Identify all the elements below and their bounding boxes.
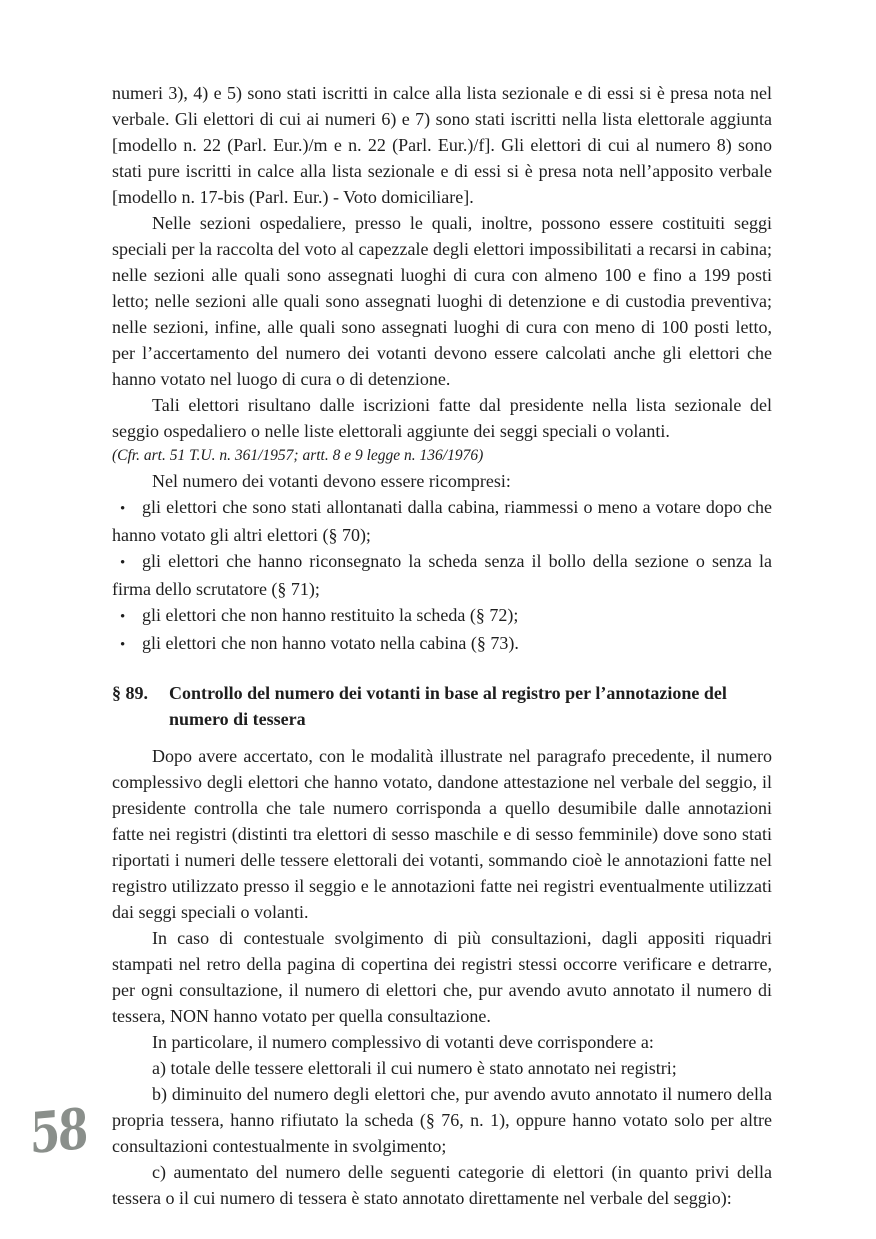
list-item (112, 602, 772, 630)
section-number: § 89. (112, 683, 148, 703)
bullet-icon: • (120, 637, 126, 653)
list-item (112, 494, 772, 548)
section-heading (112, 680, 772, 732)
bullet-icon: • (120, 555, 126, 571)
paragraph-intro-ricompresi: Nel numero dei votanti devono essere ricompresi: (152, 471, 511, 491)
section-title: Controllo del numero dei votanti in base al registro per l’annotazione del numero di tessera (169, 683, 727, 729)
list-item-text: gli elettori che sono stati allontanati dalla cabina, riammessi o meno a votare dopo che hanno votato gli altri elettori (§ 70); (112, 497, 772, 545)
list-item (112, 548, 772, 602)
page-number: 58 (30, 1095, 87, 1167)
paragraph-in-particolare: In particolare, il numero complessivo di votanti deve corrispondere a: (152, 1032, 654, 1052)
list-item-b: b) diminuito del numero degli elettori che, pur avendo avuto annotato il numero della propria tessera, hanno rifiutato la scheda (§ 76, n. 1), oppure hanno votato solo per altre consultazioni contestualmente in svolgimento; (112, 1084, 772, 1156)
paragraph-in-caso-contestuale: In caso di contestuale svolgimento di più consultazioni, dagli appositi riquadri stampati nel retro della pagina di copertina dei registri stessi occorre verificare e detrarre, per ogni consultazione, il numero di elettori che, pur avendo avuto annotato il numero di tessera, NON hanno votato per quella consultazione. (112, 928, 772, 1026)
list-item-text: gli elettori che non hanno votato nella cabina (§ 73). (142, 633, 519, 653)
list-item-text: gli elettori che non hanno restituito la scheda (§ 72); (142, 605, 519, 625)
bullet-icon: • (120, 501, 126, 517)
list-item-a: a) totale delle tessere elettorali il cui numero è stato annotato nei registri; (152, 1058, 677, 1078)
bullet-icon: • (120, 609, 126, 625)
bullet-list (112, 494, 772, 658)
paragraph-iscrizioni-liste: numeri 3), 4) e 5) sono stati iscritti in calce alla lista sezionale e di essi si è presa nota nel verbale. Gli elettori di cui ai numeri 6) e 7) sono stati iscritti nella lista elettorale aggiunta [modello n. 22 (Parl. Eur.)/m e n. 22 (Parl. Eur.)/f]. Gli elettori di cui al numero 8) sono stati pure iscritti in calce alla lista sezionale e di essi si è presa nota nell’apposito verbale [modello n. 17-bis (Parl. Eur.) - Voto domiciliare]. (112, 83, 772, 207)
paragraph-sezioni-ospedaliere: Nelle sezioni ospedaliere, presso le quali, inoltre, possono essere costituiti seggi speciali per la raccolta del voto al capezzale degli elettori impossibilitati a recarsi in cabina; nelle sezioni alle quali sono assegnati luoghi di cura con almeno 100 e fino a 199 posti letto; nelle sezioni alle quali sono assegnati luoghi di detenzione e di custodia preventiva; nelle sezioni, infine, alle quali sono assegnati luoghi di cura con meno di 100 posti letto, per l’accertamento del numero dei votanti devono essere calcolati anche gli elettori che hanno votato nel luogo di cura o di detenzione. (112, 213, 772, 389)
list-item-text: gli elettori che hanno riconsegnato la scheda senza il bollo della sezione o senza la firma dello scrutatore (§ 71); (112, 551, 772, 599)
list-item (112, 630, 772, 658)
paragraph-tali-elettori: Tali elettori risultano dalle iscrizioni fatte dal presidente nella lista sezionale del seggio ospedaliero o nelle liste elettorali aggiunte dei seggi speciali o volanti. (112, 395, 772, 441)
list-item-c: c) aumentato del numero delle seguenti categorie di elettori (in quanto privi della tessera o il cui numero di tessera è stato annotato direttamente nel verbale del seggio): (112, 1162, 772, 1208)
citation-note: (Cfr. art. 51 T.U. n. 361/1957; artt. 8 e 9 legge n. 136/1976) (112, 447, 484, 464)
paragraph-dopo-avere-accertato: Dopo avere accertato, con le modalità illustrate nel paragrafo precedente, il numero complessivo degli elettori che hanno votato, dandone attestazione nel verbale del seggio, il presidente controlla che tale numero corrisponda a quello desumibile dalle annotazioni fatte nei registri (distinti tra elettori di sesso maschile e di sesso femminile) dove sono stati riportati i numeri delle tessere elettorali dei votanti, sommando cioè le annotazioni fatte nel registro utilizzato presso il seggio e le annotazioni fatte nei registri eventualmente utilizzati dai seggi speciali o volanti. (112, 746, 772, 922)
page-content (112, 80, 772, 1211)
